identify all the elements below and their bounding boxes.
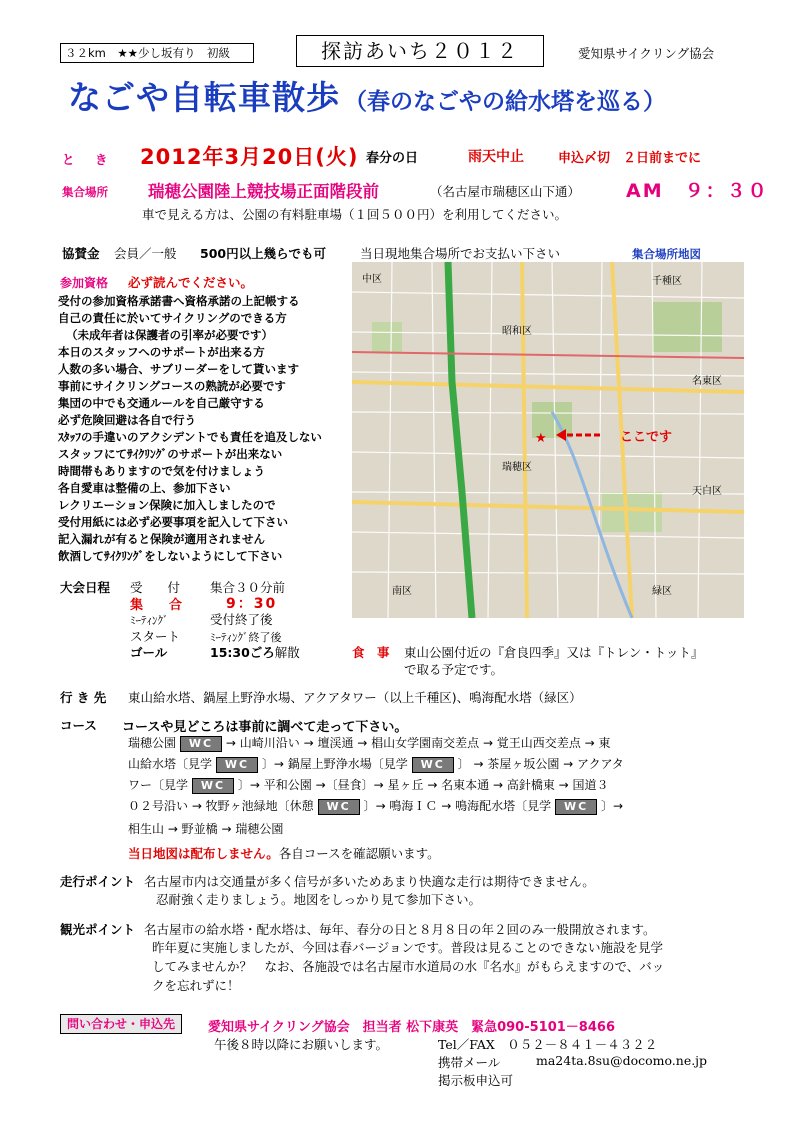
course-text: 山給水塔〔見学 bbox=[128, 757, 213, 771]
schedule-row-value: 受付終了後 bbox=[210, 612, 273, 627]
meeting-time: AM ９：３０ bbox=[626, 180, 769, 202]
map-district-label: 中区 bbox=[362, 274, 382, 285]
schedule-label: 大会日程 bbox=[60, 580, 111, 595]
course-text: 瑞穂公園 bbox=[128, 736, 177, 750]
qualification-item: （未成年者は保護者の引率が必要です） bbox=[66, 328, 273, 342]
qualification-item: 自己の責任に於いてサイクリングのできる方 bbox=[58, 311, 287, 325]
organizer: 愛知県サイクリング協会 bbox=[578, 46, 715, 61]
map-district-label: 天白区 bbox=[692, 486, 722, 497]
qualification-item: 時間帯もありますので気を付けましょう bbox=[58, 464, 265, 478]
wc-badge: WC bbox=[216, 757, 258, 773]
qualification-item: 受付用紙には必ず必要事項を記入して下さい bbox=[58, 515, 288, 529]
qualification-item: レクリエーション保険に加入しましたので bbox=[58, 498, 276, 512]
contact-label: 問い合わせ・申込先 bbox=[60, 1014, 182, 1034]
destinations-label: 行 き 先 bbox=[60, 690, 107, 705]
qualification-item: 各自愛車は整備の上、参加下さい bbox=[58, 481, 231, 495]
course-line bbox=[128, 797, 623, 815]
meal-text: 東山公園付近の『倉良四季』又は『トレン・トット』 bbox=[404, 645, 704, 660]
contact-org: 愛知県サイクリング協会 担当者 松下康英 緊急090-5101－8466 bbox=[208, 1020, 615, 1035]
when-label: と き bbox=[62, 152, 112, 167]
schedule-row-value: 9：30 bbox=[226, 596, 278, 612]
map-district-label: 緑区 bbox=[652, 586, 672, 597]
qualification-note: 必ず読んでください。 bbox=[128, 275, 254, 290]
sightseeing-label: 観光ポイント bbox=[60, 922, 136, 937]
qualification-label: 参加資格 bbox=[60, 276, 109, 290]
course-text: 〕→ bbox=[601, 799, 624, 813]
qualification-item: スタッフにてｻｲｸﾘﾝｸﾞのサポートが出来ない bbox=[58, 447, 283, 461]
map-district-label: 瑞穂区 bbox=[502, 462, 532, 473]
deadline-note: 申込〆切 ２日前までに bbox=[558, 151, 702, 166]
course-note bbox=[128, 844, 440, 862]
page-title bbox=[68, 72, 666, 119]
schedule-row-value: 集合３０分前 bbox=[210, 580, 286, 595]
sightseeing-text: してみませんか？ なお、各施設では名古屋市水道局の水『名水』がもらえますので、バッ bbox=[152, 959, 665, 974]
course-text: 〕→ 鳴海ＩＣ → 鳴海配水塔〔見学 bbox=[363, 799, 552, 813]
course-line bbox=[128, 755, 624, 773]
schedule-row-value: ﾐｰﾃｨﾝｸﾞ終了後 bbox=[210, 631, 282, 644]
sightseeing-text: クを忘れずに！ bbox=[152, 978, 240, 993]
map-district-label: 千種区 bbox=[652, 276, 682, 287]
course-text: 〕→ 平和公園 →〔昼食〕→ 星ヶ丘 → 名東本通 → 高針橋東 → 国道３ bbox=[237, 778, 609, 792]
sightseeing-text: 昨年夏に実施しましたが、今回は春バージョンです。普段は見ることのできない施設を見学 bbox=[152, 940, 664, 955]
course-text: 〕→ 鍋屋上野浄水場〔見学 bbox=[261, 757, 408, 771]
map-district-label: 昭和区 bbox=[502, 326, 532, 337]
fee-members: 会員／一般 bbox=[114, 246, 177, 261]
course-text: ０２号沿い → 牧野ヶ池緑地〔休憩 bbox=[128, 799, 314, 813]
map-label: 集合場所地図 bbox=[632, 247, 701, 261]
riding-label: 走行ポイント bbox=[60, 874, 136, 889]
contact-mobile-label: 携帯メール bbox=[438, 1055, 501, 1070]
meal-text: で取る予定です。 bbox=[404, 662, 504, 677]
wc-badge: WC bbox=[318, 799, 360, 815]
map-here-label: ここです bbox=[620, 430, 673, 445]
course-line bbox=[128, 776, 609, 794]
course-line bbox=[128, 734, 611, 752]
parking-note: 車で見える方は、公園の有料駐車場（１回５００円）を利用してください。 bbox=[142, 207, 568, 222]
map-graphic bbox=[352, 262, 744, 618]
schedule-row-suffix: 解散 bbox=[274, 645, 300, 660]
sub-title: （春のなごやの給水塔を巡る） bbox=[343, 89, 666, 115]
map-district-label: 南区 bbox=[392, 586, 412, 597]
schedule-row-name: 受 付 bbox=[130, 580, 181, 595]
fee-payment: 当日現地集合場所でお支払い下さい bbox=[360, 246, 561, 261]
course-label: コース bbox=[60, 718, 97, 733]
qualification-item: 飲酒してｻｲｸﾘﾝｸﾞをしないようにして下さい bbox=[58, 549, 283, 563]
wc-badge: WC bbox=[192, 778, 234, 794]
contact-email[interactable]: ma24ta.8su@docomo.ne.jp bbox=[536, 1053, 708, 1068]
qualification-item: 事前にサイクリングコースの熟読が必要です bbox=[58, 379, 286, 393]
rain-note: 雨天中止 bbox=[468, 149, 524, 165]
course-text: → 山崎川沿い → 壇渓通 → 椙山女学園南交差点 → 覚王山西交差点 → 東 bbox=[225, 736, 611, 750]
course-text: 〕 → 茶屋ヶ坂公園 → アクアタ bbox=[457, 757, 624, 771]
event-date: 2012年3月20日(火) bbox=[140, 145, 359, 169]
map-district-label: 名東区 bbox=[692, 376, 722, 387]
qualification-item: 本日のスタッフへのサポートが出来る方 bbox=[58, 345, 265, 359]
wc-badge: WC bbox=[180, 736, 222, 752]
meeting-place: 瑞穂公園陸上競技場正面階段前 bbox=[148, 182, 379, 201]
qualification-item: 記入漏れが有ると保険が適用されません bbox=[58, 532, 265, 546]
course-intro: コースや見どころは事前に調べて走って下さい。 bbox=[122, 720, 408, 735]
qualification-item: ｽﾀｯﾌの手違いのアクシデントでも責任を追及しない bbox=[58, 430, 322, 444]
wc-badge: WC bbox=[412, 757, 454, 773]
schedule-row-name: 集 合 bbox=[130, 598, 183, 613]
holiday-label: 春分の日 bbox=[366, 151, 419, 166]
svg-text:★: ★ bbox=[535, 431, 547, 446]
contact-board: 掲示板申込可 bbox=[438, 1073, 514, 1088]
course-text: ワー〔見学 bbox=[128, 778, 189, 792]
qualification-item: 集団の中でも交通ルールを自己厳守する bbox=[58, 396, 265, 410]
meeting-map[interactable] bbox=[352, 262, 744, 618]
sightseeing-text: 名古屋市の給水塔・配水塔は、毎年、春分の日と８月８日の年２回のみ一般開放されます。 bbox=[144, 922, 656, 937]
schedule-goal bbox=[210, 643, 300, 661]
riding-text: 名古屋市内は交通量が多く信号が多いためあまり快適な走行は期待できません。 bbox=[144, 874, 595, 889]
course-line: 相生山 → 野並橋 → 瑞穂公園 bbox=[128, 822, 284, 836]
qualification-item: 必ず危険回避は各自で行う bbox=[58, 413, 196, 427]
series-title: 探訪あいち２０１２ bbox=[296, 35, 544, 67]
course-note-black: 各自コースを確認願います。 bbox=[278, 846, 440, 861]
schedule-row-value: 15:30ごろ bbox=[210, 645, 275, 660]
fee-label: 協賛金 bbox=[62, 246, 100, 261]
contact-tel: Tel／FAX ０５２－８４１－４３２２ bbox=[438, 1037, 658, 1052]
schedule-row-name: スタート bbox=[130, 629, 181, 644]
schedule-row-name: ゴール bbox=[130, 645, 168, 660]
riding-text: 忍耐強く走りましょう。地図をしっかり見て参加下さい。 bbox=[156, 892, 482, 907]
destinations-text: 東山給水塔、鍋屋上野浄水場、アクアタワー（以上千種区)、鳴海配水塔（緑区） bbox=[128, 690, 582, 705]
meal-label: 食 事 bbox=[352, 645, 390, 660]
qualification-item: 受付の参加資格承諾書へ資格承諾の上記帳する bbox=[58, 294, 300, 308]
wc-badge: WC bbox=[555, 799, 597, 815]
meeting-label: 集合場所 bbox=[62, 185, 108, 199]
main-title: なごや自転車散歩 bbox=[68, 78, 340, 117]
level-box: ３２km ★★少し坂有り 初級 bbox=[60, 43, 254, 63]
qualification-list bbox=[58, 293, 354, 568]
fee-amount: 500円以上幾らでも可 bbox=[200, 246, 326, 261]
qualification-item: 人数の多い場合、サブリーダーをして貰います bbox=[58, 362, 300, 376]
contact-hours: 午後８時以降にお願いします。 bbox=[214, 1037, 389, 1052]
course-note-red: 当日地図は配布しません。 bbox=[128, 846, 279, 861]
meeting-address: （名古屋市瑞穂区山下通） bbox=[430, 184, 581, 199]
schedule-row-name: ﾐｰﾃｨﾝｸﾞ bbox=[130, 614, 169, 627]
